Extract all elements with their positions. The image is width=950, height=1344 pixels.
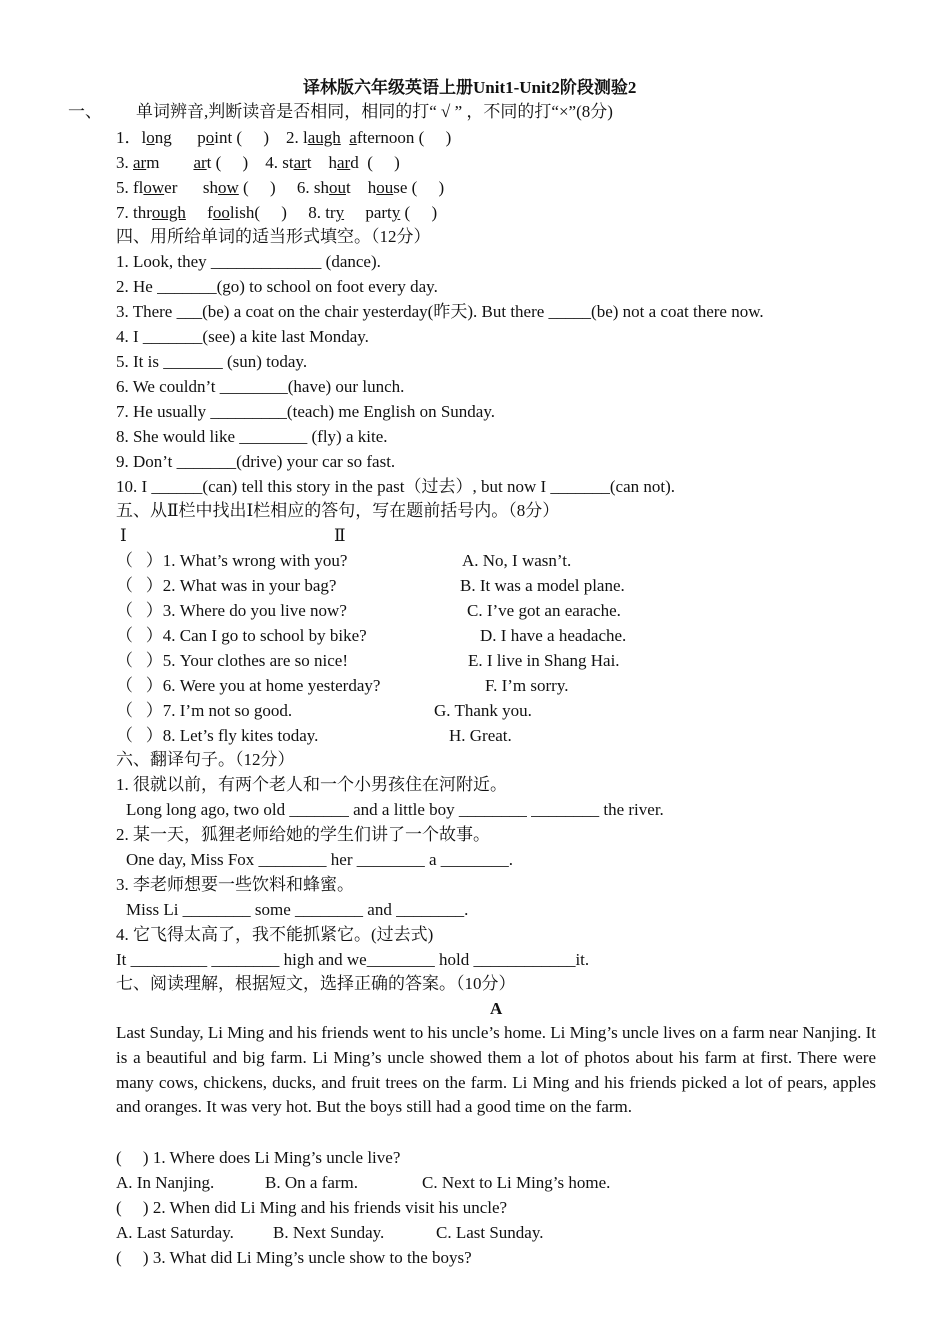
fill-item-5: 5. It is _______ (sun) today. [116,352,308,371]
q1-option-c: C. Next to Li Ming’s home. [422,1173,611,1192]
translate-en-4: It _________ ________ high and we________ hold ____________it. [116,950,590,969]
match-question-1: （ ）1. What’s wrong with you? [116,551,348,570]
reading-question-1: ( ) 1. Where does Li Ming’s uncle live? [116,1148,401,1167]
match-answer-f: F. I’m sorry. [485,676,569,695]
translate-en-2: One day, Miss Fox ________ her ________ a ________. [126,850,514,869]
section7-heading: 七、阅读理解，根据短文，选择正确的答案。（10分） [116,974,516,993]
translate-cn-1: 1. 很就以前，有两个老人和一个小男孩住在河附近。 [116,775,507,794]
fill-item-8: 8. She would like ________ (fly) a kite. [116,427,388,446]
match-answer-b: B. It was a model plane. [460,576,625,595]
phonics-row-2: 3. arm art ( ) 4. start hard ( ) [116,153,400,172]
match-question-7: （ ）7. I’m not so good. [116,701,293,720]
match-question-3: （ ）3. Where do you live now? [116,601,347,620]
section1-number: 一、 [68,102,102,121]
translate-en-1: Long long ago, two old _______ and a little boy ________ ________ the river. [126,800,664,819]
match-answer-a: A. No, I wasn’t. [462,551,572,570]
fill-item-9: 9. Don’t _______(drive) your car so fast. [116,452,396,471]
translate-en-3: Miss Li ________ some ________ and ________. [126,900,469,919]
reading-question-2: ( ) 2. When did Li Ming and his friends visit his uncle? [116,1198,508,1217]
q2-option-b: B. Next Sunday. [273,1223,385,1242]
translate-cn-2: 2. 某一天，狐狸老师给她的学生们讲了一个故事。 [116,825,490,844]
section4-heading: 四、用所给单词的适当形式填空。（12分） [116,227,431,246]
fill-item-10: 10. I ______(can) tell this story in the past（过去）, but now I _______(can not). [116,477,676,496]
section5-heading: 五、从Ⅱ栏中找出Ⅰ栏相应的答句，写在题前括号内。（8分） [116,501,560,520]
fill-item-4: 4. I _______(see) a kite last Monday. [116,327,369,346]
match-answer-d: D. I have a headache. [480,626,627,645]
match-question-8: （ ）8. Let’s fly kites today. [116,726,319,745]
fill-item-2: 2. He _______(go) to school on foot every day. [116,277,438,296]
page-title: 译林版六年级英语上册Unit1-Unit2阶段测验2 [303,78,637,97]
phonics-row-1: 1．long point ( ) 2. laugh afternoon ( ) [116,128,452,147]
section1-heading: 单词辨音,判断读音是否相同，相同的打“ √ ” ，不同的打“×”(8分) [136,102,613,121]
match-question-2: （ ）2. What was in your bag? [116,576,337,595]
match-answer-c: C. I’ve got an earache. [467,601,621,620]
match-question-4: （ ）4. Can I go to school by bike? [116,626,367,645]
fill-item-7: 7. He usually _________(teach) me English on Sunday. [116,402,495,421]
fill-item-1: 1. Look, they _____________ (dance). [116,252,381,271]
phonics-row-3: 5. flower show ( ) 6. shout house ( ) [116,178,445,197]
match-answer-g: G. Thank you. [434,701,532,720]
match-question-6: （ ）6. Were you at home yesterday? [116,676,381,695]
phonics-row-4: 7. through foolish( ) 8. try party ( ) [116,203,438,222]
match-answer-e: E. I live in Shang Hai. [468,651,620,670]
match-answer-h: H. Great. [449,726,512,745]
column-1-label: Ⅰ [120,526,127,545]
fill-item-6: 6. We couldn’t ________(have) our lunch. [116,377,405,396]
column-2-label: Ⅱ [334,526,346,545]
fill-item-3: 3. There ___(be) a coat on the chair yesterday(昨天). But there _____(be) not a coat there now. [116,302,764,321]
passage-title: A [490,999,503,1018]
q2-option-a: A. Last Saturday. [116,1223,234,1242]
translate-cn-3: 3. 李老师想要一些饮料和蜂蜜。 [116,875,354,894]
section6-heading: 六、翻译句子。（12分） [116,750,295,769]
translate-cn-4: 4. 它飞得太高了，我不能抓紧它。(过去式) [116,925,434,944]
q1-option-b: B. On a farm. [265,1173,359,1192]
reading-question-3: ( ) 3. What did Li Ming’s uncle show to the boys? [116,1248,472,1267]
q2-option-c: C. Last Sunday. [436,1223,544,1242]
reading-passage: Last Sunday, Li Ming and his friends went to his uncle’s home. Li Ming’s uncle lives on a farm near Nanjing. It is a beautiful and big farm. Li Ming’s uncle showed them a lot of photos about his farm at first. There were many cows, chickens, ducks, and fruit trees on the farm. Li Ming and his friends picked a lot of pears, apples and oranges. It was very hot. But the boys still had a good time on the farm. [116,1023,876,1117]
q1-option-a: A. In Nanjing. [116,1173,215,1192]
match-question-5: （ ）5. Your clothes are so nice! [116,651,348,670]
